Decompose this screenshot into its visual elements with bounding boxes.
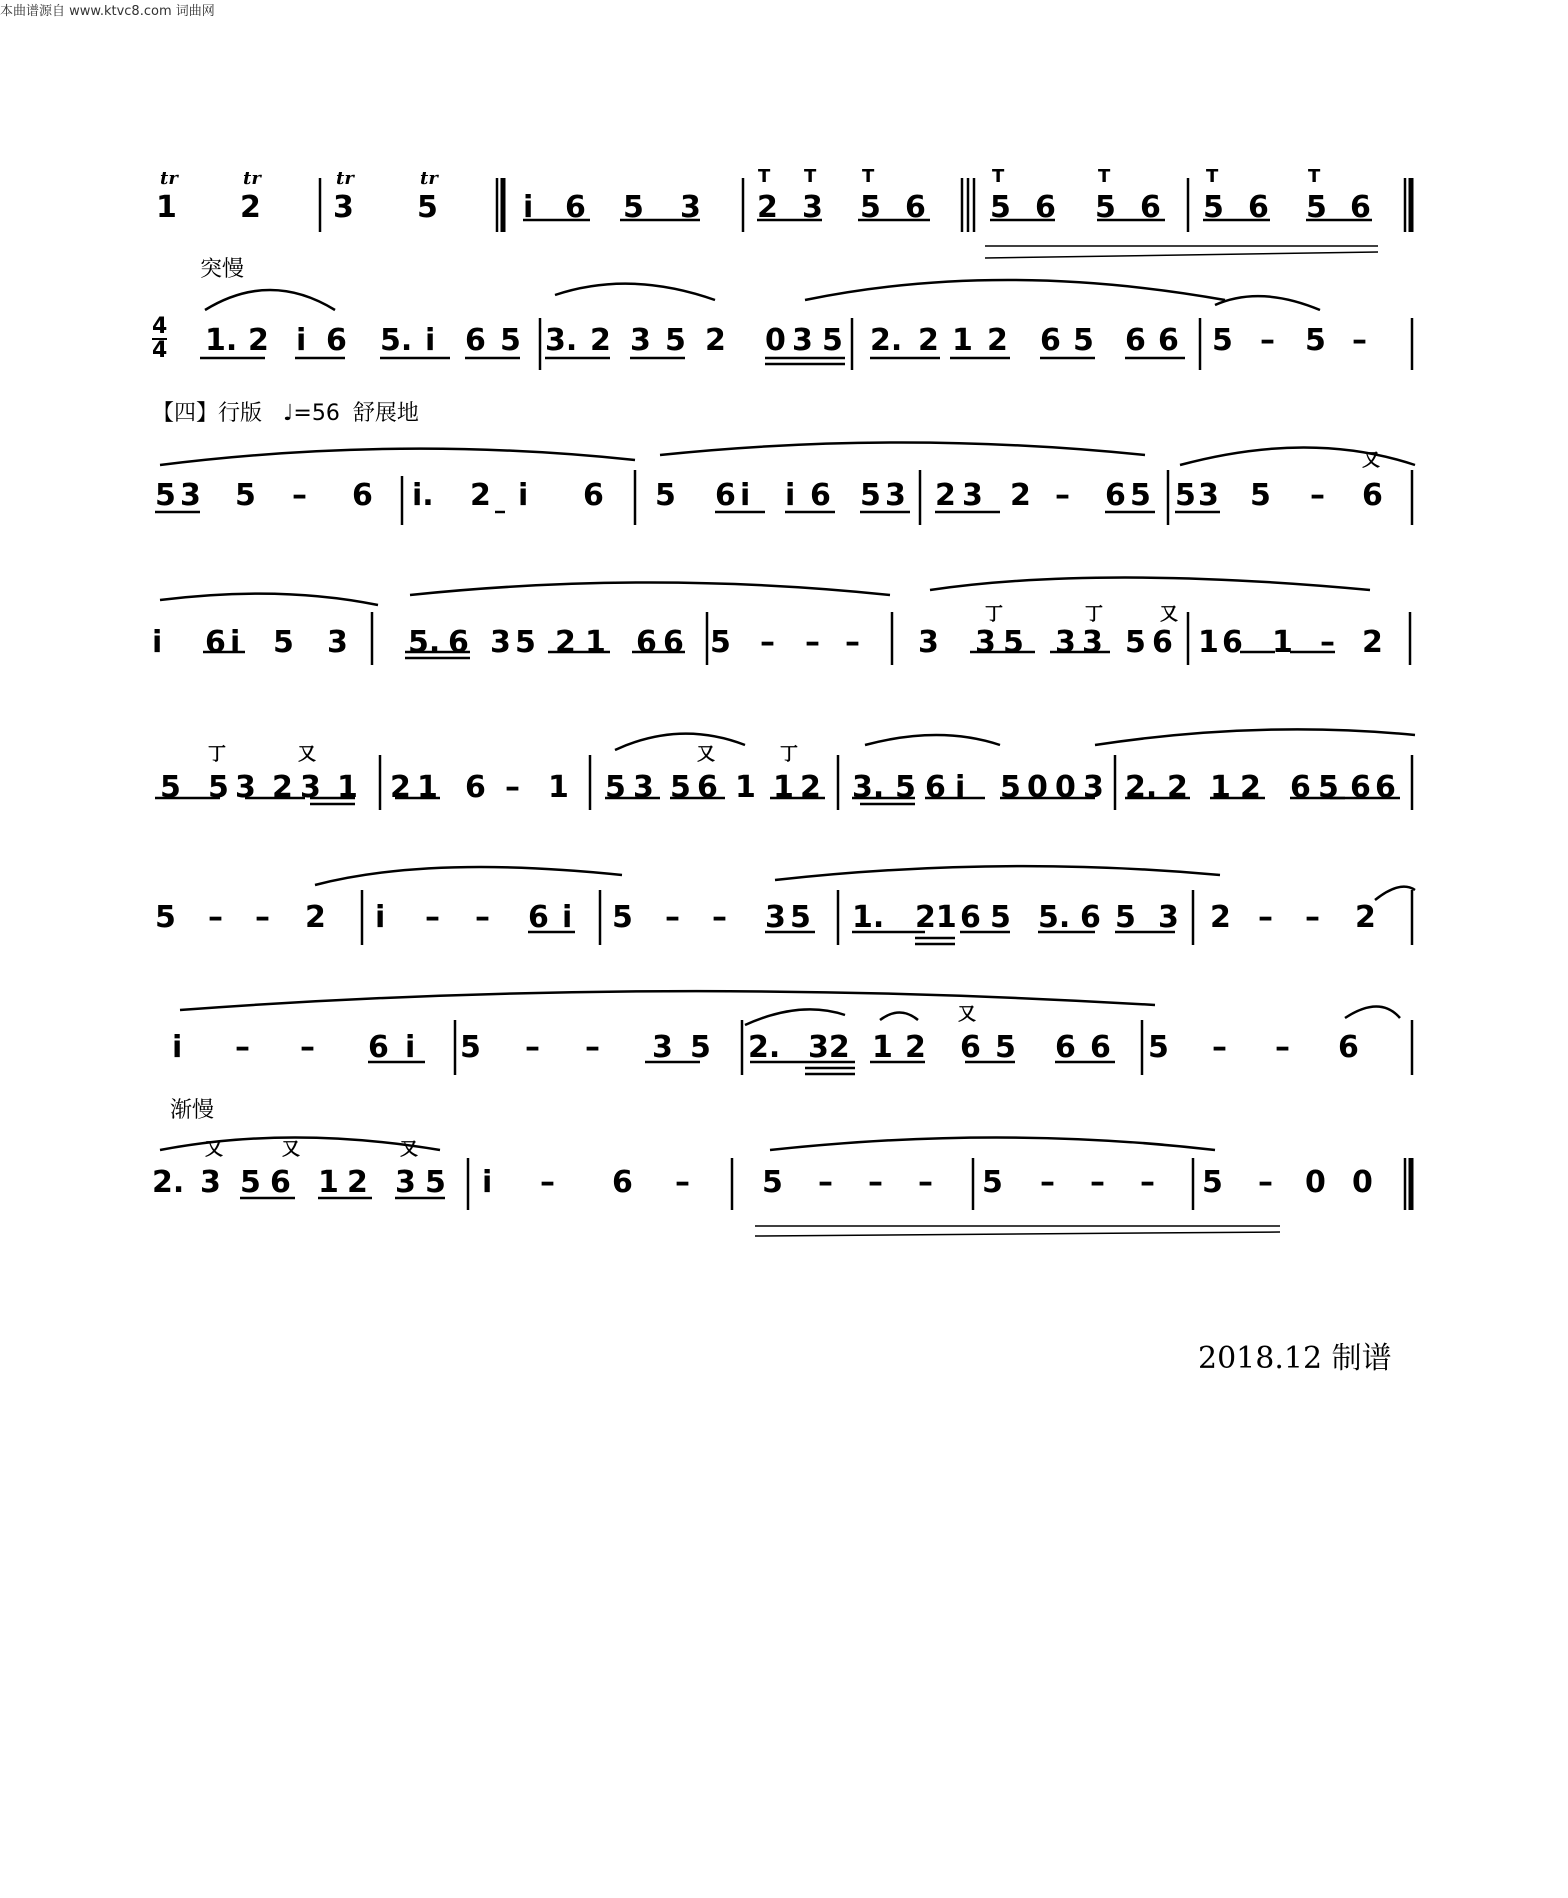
note: 1 — [872, 1030, 893, 1065]
note: – — [665, 900, 680, 935]
note: i — [375, 900, 386, 935]
note: 2 — [1362, 625, 1383, 660]
note: i — [740, 478, 751, 513]
note: 1 — [337, 770, 358, 805]
tempo-marking-sudden-slow: 突慢 — [200, 257, 245, 282]
note: 2. — [748, 1030, 781, 1065]
note: i. — [412, 478, 434, 513]
note: 5 — [1125, 625, 1146, 660]
note: 6 — [368, 1030, 389, 1065]
note: – — [1260, 323, 1275, 358]
note: 6 — [925, 770, 946, 805]
note: 5 — [208, 770, 229, 805]
note: 2 — [347, 1165, 368, 1200]
note: – — [918, 1165, 933, 1200]
fingering-mark: 丁 — [1085, 604, 1103, 625]
note: 6 — [1350, 190, 1371, 225]
note: 1. — [205, 323, 238, 358]
note: – — [235, 1030, 250, 1065]
note: 1 — [585, 625, 606, 660]
note: i — [230, 625, 241, 660]
note: 1 — [1198, 625, 1219, 660]
note: 5 — [1305, 323, 1326, 358]
note: 1 — [1272, 625, 1293, 660]
note: 5 — [762, 1165, 783, 1200]
note: 2 — [390, 770, 411, 805]
note: 6 — [1055, 1030, 1076, 1065]
note: i — [518, 478, 529, 513]
note: 5 — [1148, 1030, 1169, 1065]
note: 2 — [590, 323, 611, 358]
trill-mark: tr — [243, 168, 261, 189]
note: 2 — [305, 900, 326, 935]
tempo: ♩=56 — [283, 401, 340, 426]
note: 1 — [735, 770, 756, 805]
note: 2 — [918, 323, 939, 358]
note: 5 — [990, 900, 1011, 935]
note: 3 — [490, 625, 511, 660]
note: 5 — [273, 625, 294, 660]
note: 5 — [1212, 323, 1233, 358]
note: 5 — [665, 323, 686, 358]
note: 3 — [802, 190, 823, 225]
note: 6 — [528, 900, 549, 935]
note: – — [675, 1165, 690, 1200]
note: 3 — [652, 1030, 673, 1065]
section-title: 【四】行版 — [152, 401, 263, 426]
note: 5 — [995, 1030, 1016, 1065]
note: 2 — [248, 323, 269, 358]
note: 5 — [1000, 770, 1021, 805]
note: 2 — [905, 1030, 926, 1065]
note: 1 — [156, 190, 177, 225]
fingering-mark: 又 — [282, 1139, 300, 1160]
note: 1 — [1210, 770, 1231, 805]
note: 1 — [318, 1165, 339, 1200]
note: 5 — [1202, 1165, 1223, 1200]
note: 1 — [952, 323, 973, 358]
note: 1 — [417, 770, 438, 805]
note: 6 — [1125, 323, 1146, 358]
note: 3 — [630, 323, 651, 358]
note: 3 — [333, 190, 354, 225]
note: 2 — [272, 770, 293, 805]
watermark: 本曲谱源自 www.ktvc8.com 词曲网 — [0, 4, 215, 19]
fingering-mark: 又 — [298, 744, 316, 765]
note: i — [955, 770, 966, 805]
note: 5 — [1250, 478, 1271, 513]
note: – — [585, 1030, 600, 1065]
fingering-mark: 丁 — [780, 744, 798, 765]
note: 5 — [500, 323, 521, 358]
note: – — [1275, 1030, 1290, 1065]
note: – — [505, 770, 520, 805]
note: 3 — [633, 770, 654, 805]
note: i — [785, 478, 796, 513]
note: 6 — [1152, 625, 1173, 660]
note: – — [1055, 478, 1070, 513]
t-mark: T — [758, 166, 771, 187]
note: 5. — [1038, 900, 1071, 935]
note: 6 — [612, 1165, 633, 1200]
note: 32 — [808, 1030, 850, 1065]
note: 6 — [205, 625, 226, 660]
note: – — [1040, 1165, 1055, 1200]
trill-mark: tr — [336, 168, 354, 189]
note: i — [405, 1030, 416, 1065]
note: 6 — [1338, 1030, 1359, 1065]
note: 5 — [155, 478, 176, 513]
note: 3. — [545, 323, 578, 358]
note: 6 — [1035, 190, 1056, 225]
note: i — [482, 1165, 493, 1200]
note: 5 — [240, 1165, 261, 1200]
note: 6 — [1105, 478, 1126, 513]
fingering-mark: 丁 — [208, 744, 226, 765]
note: 5 — [425, 1165, 446, 1200]
time-signature: 4 4 — [152, 314, 168, 363]
note: – — [1090, 1165, 1105, 1200]
t-mark: T — [1206, 166, 1219, 187]
note: 5 — [710, 625, 731, 660]
note: 6 — [1248, 190, 1269, 225]
note: 5 — [860, 190, 881, 225]
note: 6 — [960, 900, 981, 935]
note: 1 — [773, 770, 794, 805]
trill-mark: tr — [160, 168, 178, 189]
note: 2 — [935, 478, 956, 513]
trill-mark: tr — [420, 168, 438, 189]
note: 3 — [327, 625, 348, 660]
fingering-mark: 又 — [697, 744, 715, 765]
note: 5 — [822, 323, 843, 358]
note: 3 — [975, 625, 996, 660]
note: 5 — [860, 478, 881, 513]
note: 6 — [352, 478, 373, 513]
note: 6 — [905, 190, 926, 225]
note: 5 — [1003, 625, 1024, 660]
note: – — [760, 625, 775, 660]
note: – — [255, 900, 270, 935]
note: 5 — [990, 190, 1011, 225]
note: 6 — [1290, 770, 1311, 805]
t-mark: T — [992, 166, 1005, 187]
note: – — [540, 1165, 555, 1200]
note: 6 — [1140, 190, 1161, 225]
note: – — [1305, 900, 1320, 935]
t-mark: T — [862, 166, 875, 187]
note: – — [1212, 1030, 1227, 1065]
note: 0 — [1352, 1165, 1373, 1200]
tempo-marking-gradually-slower: 渐慢 — [170, 1098, 215, 1123]
t-mark: T — [1308, 166, 1321, 187]
note: – — [1352, 323, 1367, 358]
note: 5. — [408, 625, 441, 660]
note: 6 — [715, 478, 736, 513]
note: 5 — [1175, 478, 1196, 513]
note: 3 — [918, 625, 939, 660]
note: 5 — [895, 770, 916, 805]
note: 1 — [548, 770, 569, 805]
note: – — [868, 1165, 883, 1200]
note: 3 — [792, 323, 813, 358]
note: 5 — [670, 770, 691, 805]
note: i — [562, 900, 573, 935]
note: 2 — [1010, 478, 1031, 513]
note: – — [208, 900, 223, 935]
note: 5 — [155, 900, 176, 935]
fingering-mark: 又 — [400, 1139, 418, 1160]
note: 3 — [200, 1165, 221, 1200]
note: i — [523, 190, 534, 225]
expression-mark: 舒展地 — [352, 401, 419, 426]
note: 0 — [765, 323, 786, 358]
fingering-mark: 丁 — [985, 604, 1003, 625]
note: 5 — [235, 478, 256, 513]
note: 2. — [152, 1165, 185, 1200]
note: 21 — [915, 900, 957, 935]
note: 6 — [1040, 323, 1061, 358]
note: 5 — [655, 478, 676, 513]
note: 2 — [987, 323, 1008, 358]
note: 0 — [1055, 770, 1076, 805]
note: 6 — [270, 1165, 291, 1200]
note: 5 — [515, 625, 536, 660]
note: 3 — [962, 478, 983, 513]
note: 5. — [380, 323, 413, 358]
note: 6 — [448, 625, 469, 660]
note: 6 — [1090, 1030, 1111, 1065]
note: i — [425, 323, 436, 358]
note: – — [712, 900, 727, 935]
note: 2 — [240, 190, 261, 225]
note: – — [475, 900, 490, 935]
note: 5 — [1130, 478, 1151, 513]
note: 5 — [160, 770, 181, 805]
note: 3 — [1198, 478, 1219, 513]
note: 3 — [680, 190, 701, 225]
fingering-mark: 又 — [205, 1139, 223, 1160]
note: – — [1258, 900, 1273, 935]
note: 6 — [1158, 323, 1179, 358]
note: – — [845, 625, 860, 660]
note: 5 — [605, 770, 626, 805]
fingering-mark: 又 — [958, 1004, 976, 1025]
note: 2 — [1167, 770, 1188, 805]
note: 2. — [1125, 770, 1158, 805]
note: 6 — [663, 625, 684, 660]
fingering-mark: 又 — [1160, 604, 1178, 625]
t-mark: T — [1098, 166, 1111, 187]
note: 2 — [470, 478, 491, 513]
note: 1. — [852, 900, 885, 935]
note: 5 — [1306, 190, 1327, 225]
note: i — [152, 625, 163, 660]
note: 6 — [810, 478, 831, 513]
note: 0 — [1305, 1165, 1326, 1200]
note: 2. — [870, 323, 903, 358]
note: 3 — [1055, 625, 1076, 660]
note: – — [292, 478, 307, 513]
note: 5 — [1115, 900, 1136, 935]
note: 5 — [1318, 770, 1339, 805]
note: 6 — [960, 1030, 981, 1065]
note: 6 — [697, 770, 718, 805]
note: 6 — [1222, 625, 1243, 660]
note: 5 — [1095, 190, 1116, 225]
note: 2 — [1240, 770, 1261, 805]
note: – — [805, 625, 820, 660]
note: – — [1320, 625, 1335, 660]
note: 5 — [690, 1030, 711, 1065]
note: 3 — [885, 478, 906, 513]
note: 0 — [1027, 770, 1048, 805]
note: 6 — [326, 323, 347, 358]
note: – — [1140, 1165, 1155, 1200]
note: 2 — [800, 770, 821, 805]
note: – — [300, 1030, 315, 1065]
note: 3 — [1082, 625, 1103, 660]
note: 3 — [1083, 770, 1104, 805]
note: – — [525, 1030, 540, 1065]
note: 6 — [1375, 770, 1396, 805]
note: 3 — [395, 1165, 416, 1200]
note: 5 — [623, 190, 644, 225]
note: 6 — [583, 478, 604, 513]
note: 3 — [1158, 900, 1179, 935]
note: 2 — [757, 190, 778, 225]
note: – — [818, 1165, 833, 1200]
note: 5 — [460, 1030, 481, 1065]
note: 3. — [852, 770, 885, 805]
note: 5 — [1203, 190, 1224, 225]
note: i — [296, 323, 307, 358]
note: 5 — [417, 190, 438, 225]
note: – — [1310, 478, 1325, 513]
note: 6 — [1362, 478, 1383, 513]
note: – — [425, 900, 440, 935]
note: i — [172, 1030, 183, 1065]
fingering-mark: 又 — [1362, 450, 1380, 471]
note: – — [1258, 1165, 1273, 1200]
note: 6 — [565, 190, 586, 225]
note: 6 — [1350, 770, 1371, 805]
note: 2 — [555, 625, 576, 660]
note: 5 — [982, 1165, 1003, 1200]
note: 6 — [1080, 900, 1101, 935]
note: 5 — [1073, 323, 1094, 358]
note: 5 — [790, 900, 811, 935]
note: 5 — [612, 900, 633, 935]
note: 2 — [705, 323, 726, 358]
signature: 2018.12 制谱 — [1198, 1341, 1392, 1376]
note: 3 — [235, 770, 256, 805]
note: 2 — [1355, 900, 1376, 935]
section-heading — [152, 396, 419, 427]
t-mark: T — [804, 166, 817, 187]
note: 2 — [1210, 900, 1231, 935]
note: 3 — [300, 770, 321, 805]
note: 6 — [465, 323, 486, 358]
note: 3 — [765, 900, 786, 935]
note: 3 — [180, 478, 201, 513]
note: 6 — [465, 770, 486, 805]
note: 6 — [636, 625, 657, 660]
